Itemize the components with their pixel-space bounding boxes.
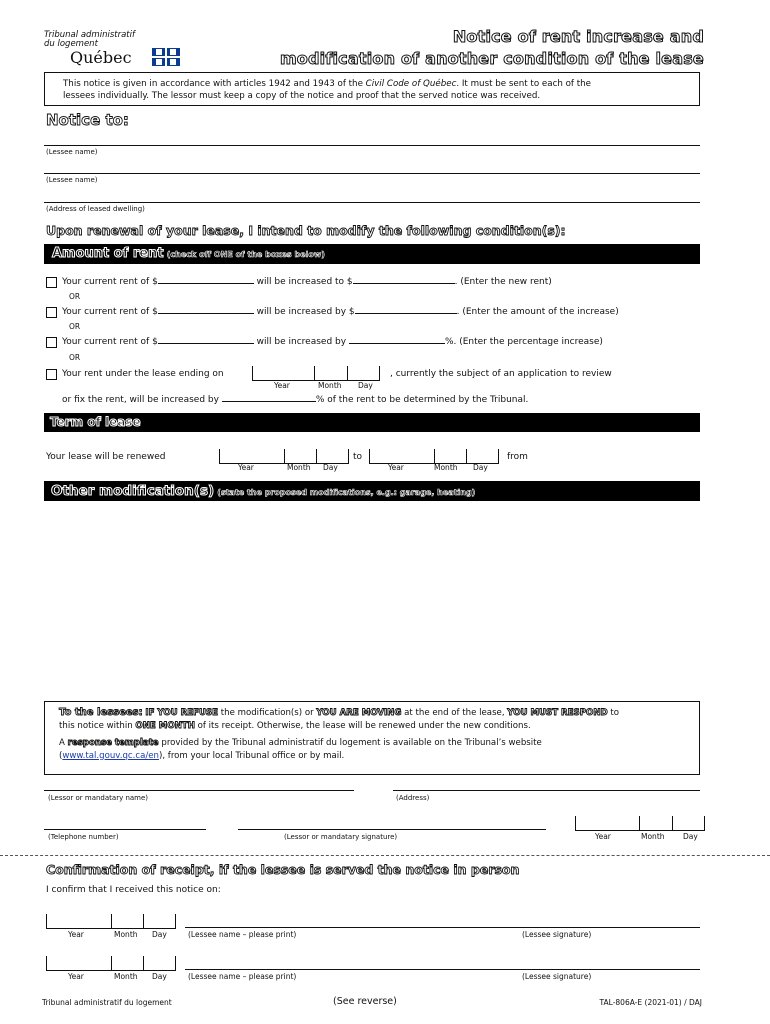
footer-form-code: TAL-806A-E (2021-01) / DAJ: [599, 998, 702, 1007]
amount-of-rent-header: [44, 244, 700, 264]
term-from-label: from: [507, 452, 528, 462]
term-start-date-field[interactable]: [219, 449, 349, 464]
lessee-name-1-field[interactable]: [44, 145, 700, 146]
option-tribunal-row-2: or fix the rent, will be increased by % of the rent to be determined by the Tribunal.: [62, 395, 529, 405]
section-divider: [0, 855, 770, 856]
date-year-label: Year: [274, 381, 290, 390]
lessee-name-2-field[interactable]: [44, 173, 700, 174]
term-end-month-label: Month: [434, 463, 458, 472]
term-end-day-label: Day: [473, 463, 488, 472]
other-heading: Other modification(s): [51, 483, 215, 499]
term-start-day-label: Day: [323, 463, 338, 472]
tribunal-percent-field[interactable]: [222, 401, 316, 402]
lessee-name-1-label: (Lessee name): [46, 148, 98, 156]
lessees-notice-box: To the lessees: IF YOU REFUSE the modification(s) or YOU ARE MOVING at the end of the lease, YOU MUST RESPOND to this notice within ONE MONTH of its receipt. Otherwise, the lease will be renewed under the new conditions. A response template provided by the Tribunal administratif du logement is available on the Tribunal’s website (www.tal.gouv.qc.ca/en), from your local Tribunal office or by mail.: [44, 701, 700, 775]
lessee-2-print-label: (Lessee name – please print): [188, 972, 297, 981]
option-new-rent-row: Your current rent of $ will be increased to $ . (Enter the new rent): [62, 277, 552, 287]
lease-renewed-label: Your lease will be renewed: [46, 452, 166, 462]
other-note: (state the proposed modifications, e.g.: garage, heating): [217, 488, 476, 497]
receipt-1-day-label: Day: [152, 930, 167, 939]
lessor-address-field[interactable]: [393, 790, 700, 791]
lessor-name-field[interactable]: [44, 790, 354, 791]
lessor-signature-label: (Lessor or mandatary signature): [284, 833, 398, 841]
date-day-label: Day: [358, 381, 373, 390]
term-end-date-field[interactable]: [369, 449, 499, 464]
confirmation-text: I confirm that I received this notice on:: [46, 885, 221, 895]
term-heading: Term of lease: [50, 415, 141, 429]
lessor-day-label: Day: [683, 832, 698, 841]
option-increase-percent-row: Your current rent of $ will be increased by %. (Enter the percentage increase): [62, 337, 603, 347]
or-1: OR: [69, 292, 81, 301]
confirmation-heading: Confirmation of receipt, if the lessee is served the notice in person: [46, 862, 520, 877]
title-line-2: modification of another condition of the lease: [279, 49, 704, 68]
lease-end-date-field[interactable]: [252, 366, 380, 381]
term-to-label: to: [353, 452, 363, 462]
receipt-2-year-label: Year: [68, 972, 84, 981]
lessor-signature-field[interactable]: [238, 829, 546, 830]
term-of-lease-header: [44, 413, 700, 432]
footer-see-reverse: (See reverse): [333, 996, 397, 1007]
increase-amount-field[interactable]: [355, 313, 457, 314]
lessee-1-print-label: (Lessee name – please print): [188, 930, 297, 939]
option-tribunal-label: Your rent under the lease ending on: [62, 369, 224, 379]
telephone-field[interactable]: [44, 829, 206, 830]
lessor-address-label: (Address): [396, 794, 430, 802]
receipt-date-2-field[interactable]: [46, 956, 176, 971]
option-increase-percent-checkbox[interactable]: [46, 337, 57, 348]
lessor-date-field[interactable]: [575, 816, 705, 831]
lessee-name-2-label: (Lessee name): [46, 176, 98, 184]
fleurdelise-flag-icon: [152, 48, 180, 66]
address-field[interactable]: [44, 202, 700, 203]
notice-to-heading: Notice to:: [46, 111, 129, 129]
term-start-month-label: Month: [287, 463, 311, 472]
option-tribunal-checkbox[interactable]: [46, 369, 57, 380]
title-line-1: Notice of rent increase and: [452, 27, 704, 46]
option-tribunal-continued: , currently the subject of an application to review: [390, 369, 612, 379]
or-3: OR: [69, 353, 81, 362]
lessee-2-signature-label: (Lessee signature): [522, 972, 592, 981]
option-increase-amount-row: Your current rent of $ will be increased by $ . (Enter the amount of the increase): [62, 307, 619, 317]
lessor-year-label: Year: [595, 832, 611, 841]
amount-heading: Amount of rent: [52, 246, 164, 261]
lessee-1-signature-label: (Lessee signature): [522, 930, 592, 939]
lessor-name-label: (Lessor or mandatary name): [48, 794, 149, 802]
amount-note: (check off ONE of the boxes below): [166, 250, 325, 259]
org-name: [44, 31, 135, 49]
lessor-month-label: Month: [641, 832, 665, 841]
option-increase-amount-checkbox[interactable]: [46, 307, 57, 318]
tal-website-link[interactable]: www.tal.gouv.qc.ca/en: [62, 750, 159, 761]
or-2: OR: [69, 322, 81, 331]
org-line-1: Tribunal administratif: [44, 30, 135, 40]
lessee-2-print-sign-field[interactable]: [185, 969, 700, 970]
term-start-year-label: Year: [238, 463, 254, 472]
increase-percent-field[interactable]: [349, 343, 445, 344]
telephone-label: (Telephone number): [48, 833, 119, 841]
other-modifications-header: [44, 481, 700, 501]
org-line-2: du logement: [44, 39, 98, 49]
footer-org: Tribunal administratif du logement: [42, 998, 172, 1007]
current-rent-1-field[interactable]: [158, 283, 254, 284]
other-modifications-area[interactable]: [44, 502, 700, 692]
new-rent-field[interactable]: [353, 283, 455, 284]
form-title: [280, 26, 704, 70]
current-rent-2-field[interactable]: [158, 313, 254, 314]
lessee-1-print-sign-field[interactable]: [185, 927, 700, 928]
receipt-2-day-label: Day: [152, 972, 167, 981]
receipt-2-month-label: Month: [114, 972, 138, 981]
address-label: (Address of leased dwelling): [46, 205, 145, 213]
receipt-1-month-label: Month: [114, 930, 138, 939]
quebec-logo-text: Québec: [70, 48, 132, 67]
intro-box: This notice is given in accordance with articles 1942 and 1943 of the Civil Code of Québec. It must be sent to each of the lessees individually. The lessor must keep a copy of the notice and proof that the served notice was received.: [44, 72, 700, 106]
option-new-rent-checkbox[interactable]: [46, 277, 57, 288]
receipt-1-year-label: Year: [68, 930, 84, 939]
renewal-heading: Upon renewal of your lease, I intend to modify the following condition(s):: [46, 223, 566, 238]
date-month-label: Month: [318, 381, 342, 390]
receipt-date-1-field[interactable]: [46, 914, 176, 929]
current-rent-3-field[interactable]: [158, 343, 254, 344]
term-end-year-label: Year: [388, 463, 404, 472]
